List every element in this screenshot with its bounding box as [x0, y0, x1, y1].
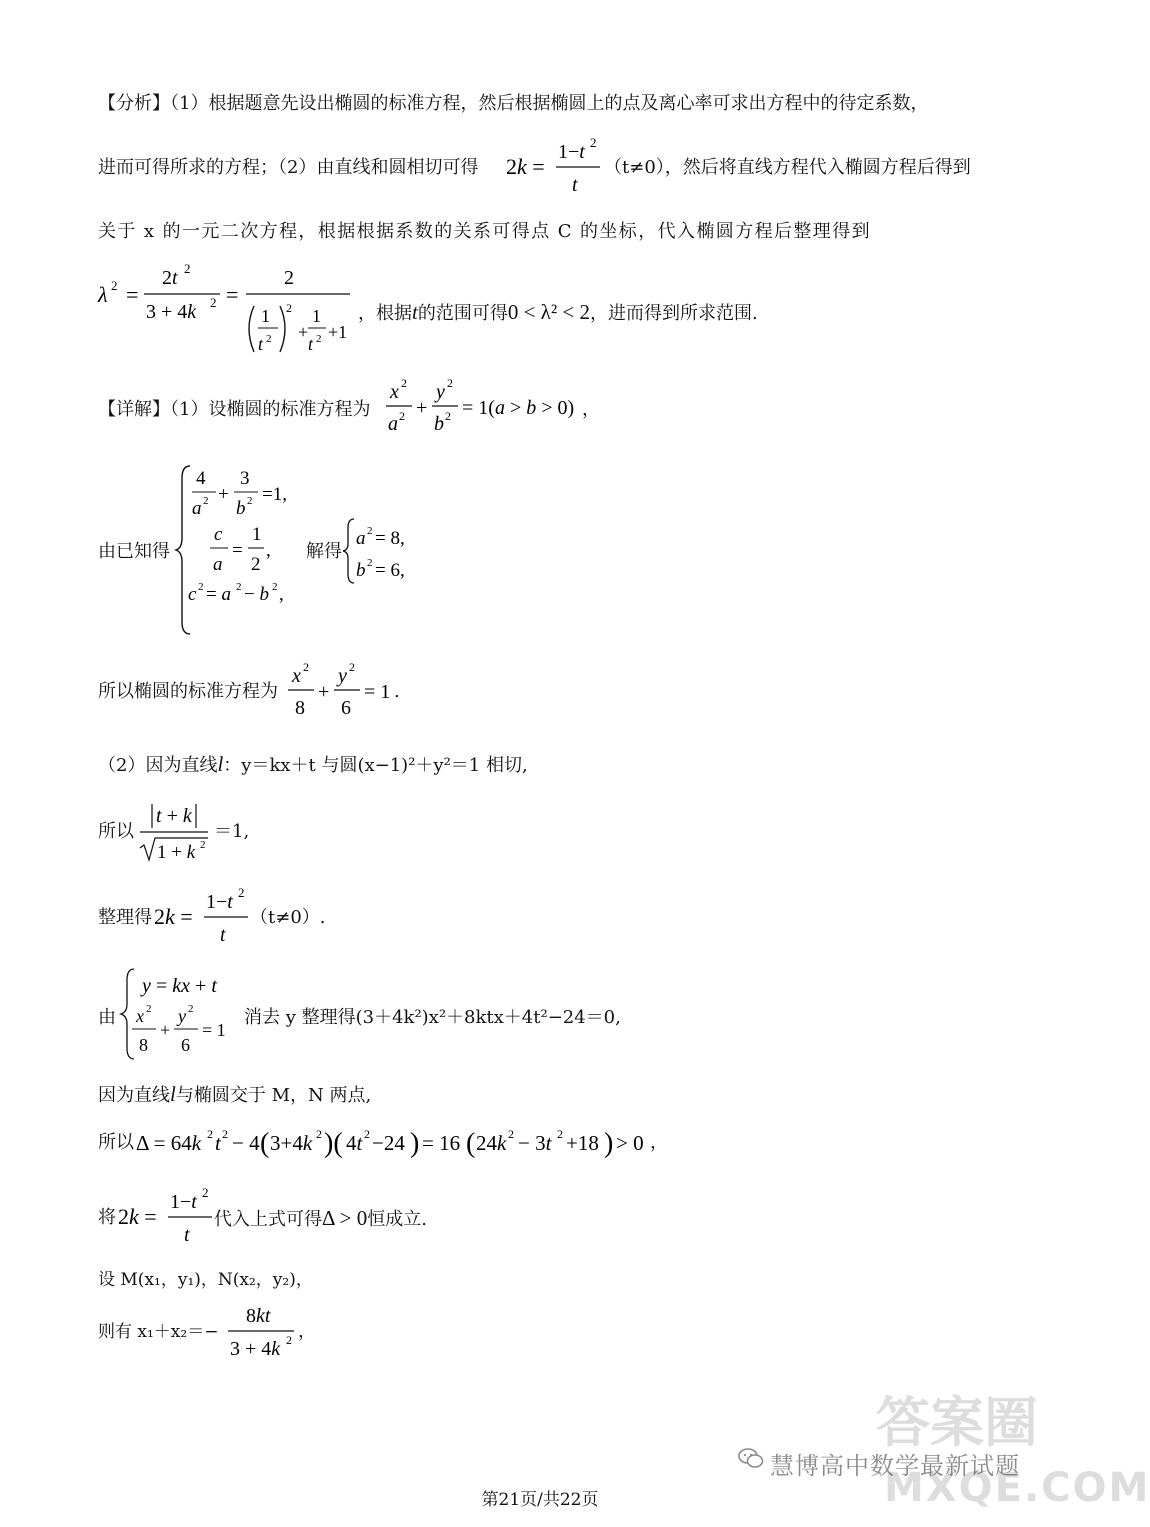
- svg-text:2: 2: [284, 267, 294, 289]
- svg-text:y: y: [338, 665, 347, 687]
- svg-text:2: 2: [202, 1185, 209, 1200]
- svg-text:3 + 4k: 3 + 4k: [230, 1338, 281, 1360]
- svg-text:3+4k: 3+4k: [270, 1131, 313, 1155]
- svg-text:2: 2: [399, 409, 405, 423]
- part2-line-2-tail: ＝1,: [214, 821, 250, 842]
- svg-text:b: b: [356, 560, 366, 581]
- svg-text:6: 6: [341, 697, 351, 719]
- svg-text:4t: 4t: [346, 1131, 363, 1155]
- part2-line-7-tail: 代入上式可得Δ > 0恒成立.: [214, 1206, 427, 1230]
- analysis-line-2: 进而可得所求的方程；（2）由直线和圆相切可得: [98, 157, 479, 178]
- svg-text:c: c: [214, 524, 223, 545]
- svg-text:8kt: 8kt: [246, 1305, 271, 1327]
- svg-text:6: 6: [181, 1035, 190, 1055]
- svg-text:= 16: = 16: [422, 1131, 461, 1155]
- svg-text:= kx + t: = kx + t: [156, 975, 217, 997]
- svg-text:a: a: [388, 413, 398, 435]
- svg-text:− 4: − 4: [232, 1131, 260, 1155]
- result-line-end: .: [394, 681, 400, 702]
- svg-text:+: +: [218, 484, 229, 505]
- equation-discriminant: [136, 1122, 656, 1164]
- svg-text:t: t: [258, 334, 264, 354]
- svg-text:2: 2: [557, 1127, 563, 1141]
- svg-text:t + k: t + k: [156, 805, 192, 827]
- svg-text:= 1: = 1: [202, 1020, 226, 1040]
- svg-text:y: y: [436, 381, 445, 403]
- analysis-line-4-tail: ，根据t的范围可得0 < λ² < 2，进而得到所求范围.: [358, 300, 758, 324]
- svg-text:24k: 24k: [476, 1131, 507, 1155]
- watermark-logo-text: 答案圈: [876, 1391, 1038, 1454]
- part2-line-4-tail: 消去 y 整理得(3＋4k²)x²＋8ktx＋4t²−24＝0,: [244, 1007, 621, 1028]
- page-footer: 第21页/共22页: [481, 1490, 599, 1510]
- detail-line-1: 【详解】（1）设椭圆的标准方程为: [98, 399, 371, 420]
- svg-text:2: 2: [222, 1127, 228, 1141]
- svg-text:): ): [410, 1128, 420, 1159]
- svg-text:2: 2: [367, 557, 373, 569]
- svg-text:c: c: [188, 584, 197, 605]
- svg-text:,: ,: [266, 540, 271, 561]
- svg-text:2: 2: [207, 1127, 213, 1141]
- svg-text:a: a: [356, 528, 366, 549]
- svg-text:t: t: [215, 1131, 221, 1155]
- svg-text:= 1(a > b > 0): = 1(a > b > 0): [462, 397, 575, 419]
- svg-text:2: 2: [198, 581, 204, 593]
- svg-text:2: 2: [445, 409, 451, 423]
- part2-line-9: 则有 x₁＋x₂＝−: [98, 1322, 219, 1342]
- svg-text:= 1: = 1: [364, 681, 391, 703]
- svg-text:= 8,: = 8,: [375, 528, 405, 549]
- svg-text:+: +: [160, 1020, 171, 1040]
- svg-text:=1,: =1,: [262, 484, 287, 505]
- svg-text:λ: λ: [98, 282, 108, 307]
- svg-text:1−t: 1−t: [558, 141, 585, 163]
- equation-distance: [138, 800, 212, 864]
- svg-text:2: 2: [286, 1333, 292, 1347]
- svg-text:2k =: 2k =: [506, 154, 545, 179]
- svg-text:+: +: [318, 681, 330, 703]
- svg-text:)(: )(: [324, 1128, 343, 1159]
- svg-text:= a: = a: [206, 584, 231, 605]
- wechat-icon: [738, 1447, 764, 1469]
- svg-text:=: =: [232, 540, 243, 561]
- svg-text:− 3t: − 3t: [518, 1131, 552, 1155]
- svg-text:8: 8: [139, 1035, 148, 1055]
- svg-text:t: t: [308, 334, 314, 354]
- svg-text:t: t: [220, 924, 226, 946]
- svg-text:t: t: [184, 1224, 190, 1246]
- svg-text:=: =: [126, 282, 139, 307]
- svg-text:2: 2: [447, 376, 453, 390]
- analysis-line-3: 关于 x 的一元二次方程，根据根据系数的关系可得点 C 的坐标，代入椭圆方程后整理得到: [98, 221, 872, 242]
- svg-text:1: 1: [252, 524, 262, 545]
- svg-text:4: 4: [196, 468, 206, 489]
- svg-text:−24: −24: [372, 1131, 405, 1155]
- svg-text:Δ = 64k: Δ = 64k: [136, 1131, 202, 1155]
- equation-system-line-ellipse: [120, 966, 238, 1062]
- svg-text:2: 2: [266, 333, 272, 345]
- svg-text:2: 2: [203, 495, 209, 507]
- svg-text:2: 2: [236, 581, 242, 593]
- svg-text:1−t: 1−t: [206, 891, 233, 913]
- equation-2k-tangent-1: [504, 136, 602, 200]
- svg-text:2: 2: [146, 1003, 152, 1015]
- svg-text:2: 2: [272, 581, 278, 593]
- watermark-account: 慧博高中数学最新试题: [770, 1452, 1020, 1480]
- part2-line-7: 将: [98, 1207, 116, 1228]
- part2-line-2: 所以: [98, 821, 134, 842]
- svg-text:a: a: [192, 498, 202, 519]
- svg-text:2k =: 2k =: [118, 1204, 157, 1229]
- solve-label: 解得: [306, 541, 342, 562]
- svg-text:2: 2: [251, 554, 261, 575]
- svg-text:): ): [604, 1128, 614, 1159]
- svg-text:+1: +1: [328, 322, 348, 342]
- part2-line-6-end: ，: [650, 1132, 668, 1153]
- svg-text:8: 8: [295, 697, 305, 719]
- svg-text:2: 2: [200, 839, 206, 851]
- watermark-url: MXQE.COM: [884, 1465, 1150, 1511]
- svg-text:1−t: 1−t: [170, 1191, 197, 1213]
- part2-line-4: 由: [98, 1007, 116, 1028]
- part2-line-8: 设 M(x₁，y₁)，N(x₂，y₂)，: [98, 1270, 313, 1290]
- part2-line-1: （2）因为直线l：y＝kx＋t 与圆(x−1)²＋y²＝1 相切,: [98, 752, 528, 776]
- part2-line-3-tail: （t≠0）.: [250, 907, 326, 928]
- svg-text:+: +: [416, 397, 428, 419]
- svg-text:2: 2: [367, 525, 373, 537]
- svg-text:2: 2: [188, 1003, 194, 1015]
- svg-text:2: 2: [303, 660, 309, 674]
- svg-text:= 6,: = 6,: [375, 560, 405, 581]
- svg-text:x: x: [390, 381, 399, 403]
- svg-text:y: y: [178, 1006, 186, 1026]
- svg-text:y: y: [142, 975, 151, 997]
- svg-text:2: 2: [316, 333, 322, 345]
- svg-text:1 + k: 1 + k: [157, 842, 196, 863]
- svg-text:2t: 2t: [162, 267, 178, 289]
- svg-text:2: 2: [364, 1127, 370, 1141]
- svg-text:− b: − b: [244, 584, 269, 605]
- part2-line-6: 所以: [98, 1132, 134, 1153]
- svg-text:2: 2: [184, 261, 191, 276]
- equation-lambda-squared: [98, 262, 360, 358]
- svg-text:(: (: [466, 1128, 476, 1159]
- svg-text:b: b: [236, 498, 246, 519]
- part2-line-3: 整理得: [98, 907, 152, 928]
- analysis-label: 【分析】: [98, 93, 170, 114]
- svg-text:> 0: > 0: [616, 1131, 644, 1155]
- svg-text:=: =: [226, 282, 239, 307]
- svg-text:x: x: [136, 1006, 144, 1026]
- svg-text:a: a: [213, 554, 223, 575]
- svg-text:2: 2: [401, 376, 407, 390]
- svg-text:2: 2: [238, 885, 245, 900]
- svg-text:2: 2: [286, 301, 292, 315]
- svg-text:t: t: [572, 174, 578, 196]
- equation-system-solution: [342, 516, 422, 586]
- svg-text:2: 2: [590, 135, 597, 150]
- svg-text:x: x: [292, 665, 301, 687]
- svg-text:+18: +18: [566, 1131, 599, 1155]
- equation-ellipse-result: [286, 660, 396, 724]
- result-line: 所以椭圆的标准方程为: [98, 681, 278, 702]
- svg-text:3 + 4k: 3 + 4k: [146, 301, 197, 323]
- svg-text:,: ,: [279, 584, 284, 605]
- svg-text:2: 2: [349, 660, 355, 674]
- svg-text:(: (: [260, 1128, 270, 1159]
- part2-line-9-end: ，: [298, 1321, 316, 1342]
- detail-line-1-end: ，: [582, 399, 600, 420]
- equation-system-known: [176, 462, 306, 636]
- analysis-line-1: 【分析】（1）根据题意先设出椭圆的标准方程，然后根据椭圆上的点及离心率可求出方程中的待定系数，: [98, 93, 929, 114]
- detail-label: 【详解】: [98, 399, 170, 420]
- svg-text:b: b: [434, 413, 444, 435]
- svg-text:+: +: [298, 322, 309, 342]
- svg-text:2: 2: [316, 1127, 322, 1141]
- svg-text:2: 2: [247, 495, 253, 507]
- svg-text:2: 2: [210, 295, 217, 310]
- svg-text:1: 1: [261, 306, 270, 326]
- equation-sum-roots: [226, 1300, 298, 1362]
- equation-ellipse-standard: [384, 376, 584, 440]
- svg-text:2k =: 2k =: [154, 904, 193, 929]
- equation-2k-tangent-3: [116, 1186, 214, 1250]
- part2-line-5: 因为直线l与椭圆交于 M，N 两点,: [98, 1082, 372, 1106]
- svg-text:2: 2: [111, 278, 118, 293]
- equation-2k-tangent-2: [152, 886, 250, 950]
- svg-text:1: 1: [312, 306, 321, 326]
- svg-text:2: 2: [508, 1127, 514, 1141]
- analysis-line-2-tail: （t≠0），然后将直线方程代入椭圆方程后得到: [604, 157, 971, 178]
- known-label: 由已知得: [98, 541, 170, 562]
- svg-text:3: 3: [240, 468, 250, 489]
